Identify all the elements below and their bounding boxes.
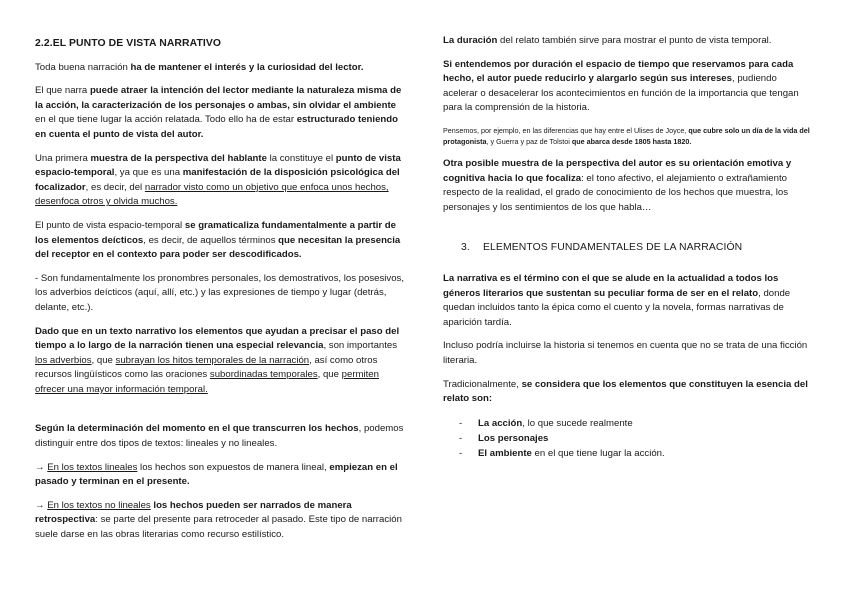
paragraph-example bbox=[443, 125, 813, 148]
list-item bbox=[443, 416, 813, 431]
dash-bullet: - bbox=[459, 417, 463, 429]
left-column bbox=[35, 34, 407, 552]
underlined-run: En los textos lineales bbox=[47, 461, 138, 473]
text-run: en el que tiene lugar la acción relatada. Todo ello ha de estar bbox=[35, 114, 297, 126]
paragraph-linear bbox=[35, 461, 407, 490]
right-column bbox=[443, 34, 813, 461]
bold-run: puede atraer la intención del lector mediante la naturaleza misma de la acción, la caracterización de los personajes o ambas, sin olvidar el ambiente bbox=[35, 85, 402, 111]
paragraph-duration-detail bbox=[443, 58, 813, 116]
underlined-run: narrador visto como un objetivo que enfoca unos hechos, desenfoca otros y olvida muchos. bbox=[35, 181, 389, 208]
text-run: los hechos son expuestos de manera lineal, bbox=[137, 461, 330, 473]
bold-run: Otra posible muestra de la perspectiva del autor es su orientación emotiva y cognitiva hacia lo que focaliza bbox=[443, 157, 792, 184]
paragraph-history: Incluso podría incluirse la historia si tenemos en cuenta que no se trata de una ficción literaria. bbox=[443, 340, 808, 366]
bold-run: que necesitan la presencia del receptor en el contexto para poder ser descodificados. bbox=[35, 234, 401, 261]
text-run: , pudiendo acelerar o desacelerar los acontecimientos en función de la importancia que tengan para la comprensión de la historia. bbox=[443, 73, 799, 114]
text-run: , que bbox=[91, 354, 116, 366]
heading-number: 3. bbox=[461, 242, 470, 254]
bold-run: La acción bbox=[478, 417, 523, 429]
text-run: , lo que sucede realmente bbox=[522, 417, 633, 429]
text-run: , es decir, del bbox=[85, 181, 145, 193]
bold-run: Según la determinación del momento en el que transcurren los hechos bbox=[35, 423, 359, 435]
underlined-run: subordinadas temporales bbox=[209, 369, 318, 381]
list-item bbox=[443, 431, 813, 446]
text-run: , que bbox=[317, 369, 342, 381]
underlined-run: En los textos no lineales bbox=[47, 499, 151, 511]
bold-run: punto de vista espacio-temporal bbox=[35, 152, 401, 179]
bold-run: El ambiente bbox=[478, 447, 532, 459]
section-title: 2.2.EL PUNTO DE VISTA NARRATIVO bbox=[35, 38, 222, 49]
text-run: del relato también sirve para mostrar el punto de vista temporal. bbox=[497, 35, 772, 46]
arrow-icon: → bbox=[35, 461, 48, 473]
text-run: , son importantes bbox=[323, 340, 398, 352]
text-run: Pensemos, por ejemplo, en las diferencias que hay entre el Ulises de Joyce, bbox=[443, 125, 689, 135]
bold-run: La duración bbox=[443, 35, 498, 46]
text-run: : el tono afectivo, el alejamiento o extrañamiento respecto de la realidad, el grado de conocimiento de los hechos que muestra, los personajes y los sentimientos de los que habla… bbox=[443, 172, 789, 213]
text-run: , podemos distinguir entre dos tipos de textos: lineales y no lineales. bbox=[35, 423, 404, 450]
text-run: Una primera bbox=[35, 152, 91, 164]
bold-run: ha de mantener el interés y la curiosidad del lector. bbox=[130, 61, 364, 73]
paragraph-interest bbox=[35, 61, 407, 76]
text-run: , ya que es una bbox=[114, 167, 183, 179]
bold-run: Los personajes bbox=[478, 432, 549, 444]
bold-run: La narrativa es el término con el que se alude en la actualidad a todos los géneros literarios que sustentan su peculiar forma de ser en el relato bbox=[443, 272, 779, 299]
list-item bbox=[443, 446, 813, 461]
bold-run: muestra de la perspectiva del hablante bbox=[90, 152, 267, 164]
underlined-run: subrayan los hitos temporales de la narración bbox=[115, 354, 310, 366]
paragraph-elements-intro bbox=[443, 378, 813, 407]
text-run: , y Guerra y paz de Tolstoi bbox=[486, 137, 572, 147]
text-run: , así como otros recursos lingüísticos como las oraciones bbox=[35, 354, 378, 381]
section-heading-3 bbox=[461, 241, 813, 256]
paragraph-time bbox=[35, 325, 407, 398]
paragraph-narrative bbox=[443, 272, 813, 330]
underlined-run: permiten ofrecer una mayor información temporal. bbox=[35, 369, 379, 395]
text-run: : se parte del presente para retroceder al pasado. Este tipo de narración suele darse en las obras literarias como recurso estilístico. bbox=[35, 514, 402, 541]
underlined-run: los adverbios bbox=[35, 354, 92, 366]
paragraph-non-linear bbox=[35, 499, 407, 543]
bold-run: Si entendemos por duración el espacio de tiempo que reservamos para cada hecho, el autor puede reducirlo y alargarlo según sus intereses bbox=[443, 58, 794, 85]
paragraph-perspective bbox=[35, 152, 407, 210]
text-run: , es decir, de aquellos términos bbox=[143, 234, 279, 246]
paragraph-narrator bbox=[35, 84, 407, 142]
paragraph-emotive bbox=[443, 157, 813, 215]
elements-list bbox=[443, 416, 813, 461]
paragraph-text-types bbox=[35, 422, 407, 451]
text-run: El que narra bbox=[35, 85, 90, 97]
dash-bullet: - bbox=[459, 432, 463, 444]
text-run: Toda buena narración bbox=[35, 61, 131, 73]
bold-run: que abarca desde 1805 hasta 1820. bbox=[571, 137, 692, 147]
bold-run: Dado que en un texto narrativo los elementos que ayudan a precisar el paso del tiempo a lo largo de la narración tienen una especial relevancia bbox=[35, 325, 400, 352]
bold-run: manifestación de la disposición psicológica del focalizador bbox=[35, 167, 400, 193]
bold-run: los hechos pueden ser narrados de manera retrospectiva bbox=[35, 499, 352, 526]
spacer bbox=[35, 406, 407, 422]
paragraph-pronouns: - Son fundamentalmente los pronombres personales, los demostrativos, los posesivos, los adverbios deícticos (aquí, allí, etc.) y las expresiones de tiempo y lugar (detrás, delante, etc.). bbox=[35, 272, 405, 313]
bold-run: se gramaticaliza fundamentalmente a partir de los elementos deícticos bbox=[35, 219, 396, 246]
text-run: Tradicionalmente, bbox=[443, 378, 522, 390]
heading-text: ELEMENTOS FUNDAMENTALES DE LA NARRACIÓN bbox=[483, 242, 743, 254]
text-run: en el que tiene lugar la acción. bbox=[531, 447, 665, 459]
bold-run: estructurado teniendo en cuenta el punto de vista del autor. bbox=[35, 114, 398, 140]
text-run: la constituye el bbox=[266, 152, 336, 164]
paragraph-deictic bbox=[35, 219, 407, 263]
bold-run: se considera que los elementos que constituyen la esencia del relato son: bbox=[443, 378, 808, 405]
paragraph-duration bbox=[443, 34, 813, 49]
arrow-icon: → bbox=[35, 499, 48, 511]
text-run: El punto de vista espacio-temporal bbox=[35, 219, 185, 231]
bold-run: empiezan en el pasado y terminan en el presente. bbox=[35, 461, 398, 488]
bold-run: que cubre solo un día de la vida del protagonista bbox=[443, 125, 810, 147]
dash-bullet: - bbox=[459, 447, 463, 459]
text-run: , donde quedan incluidos tanto la épica como el cuento y la novela, formas narrativas de aparición tardía. bbox=[443, 287, 791, 328]
